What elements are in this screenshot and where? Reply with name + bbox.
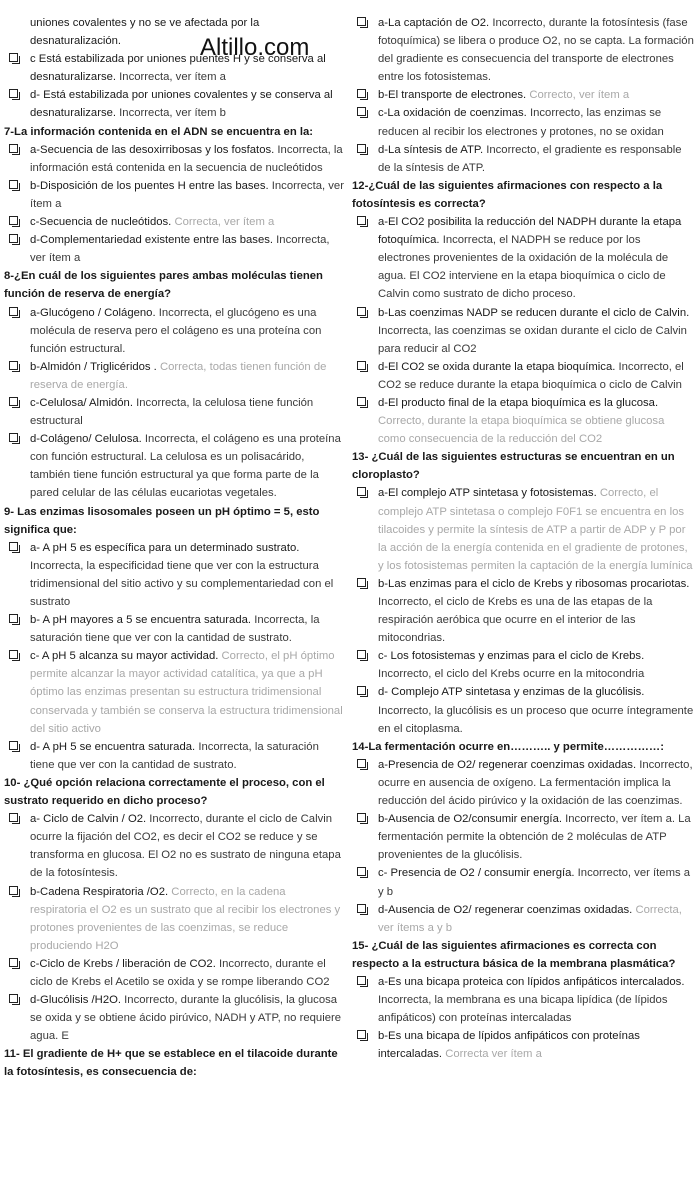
checkbox-icon [9, 307, 18, 316]
answer-option [352, 756, 694, 810]
checkbox-icon [357, 17, 366, 26]
option-text: a-Secuencia de las desoxirribosas y los fosfatos. [30, 143, 278, 156]
answer-option [4, 810, 344, 882]
feedback-incorrect: Incorrecto, el CO2 se reduce durante la etapa bioquímica o ciclo de Calvin [378, 360, 684, 391]
checkbox-icon [9, 542, 18, 551]
answer-option [352, 141, 694, 177]
option-text: d- Está estabilizada por uniones covalentes y se conserva al desnaturalizarse. [30, 89, 333, 120]
feedback-incorrect: Incorrecta, el NADPH se reduce por los electrones provenientes de la oxidación de la molécula de agua. El CO2 interviene en la etapa bioquímica o ciclo de Calvin como sustrato de dicho proceso. [378, 234, 669, 301]
feedback-correct: Correcta, todas tienen función de reserva de energía. [30, 360, 327, 391]
answer-option [4, 955, 344, 991]
checkbox-icon [357, 686, 366, 695]
checkbox-icon [357, 487, 366, 496]
answer-option [4, 991, 344, 1045]
checkbox-icon [357, 976, 366, 985]
answer-option [4, 50, 344, 86]
checkbox-icon [357, 650, 366, 659]
feedback-correct: Correcto, ver ítem a [529, 89, 630, 102]
answer-option [4, 611, 344, 647]
feedback-correct: Correcto, el complejo ATP sintetasa o complejo F0F1 se encuentra en los tilacoides y permite la síntesis de ATP a partir de ADP y P por la acción de la energía contenida en el gradiente de protones, y los fotosistemas permiten la captación de la energía lumínica [378, 487, 693, 572]
checkbox-icon [9, 958, 18, 967]
feedback-incorrect: Incorrecto, durante el ciclo de Calvin ocurre la fijación del CO2, es decir el CO2 se reduce y se transforma en glucosa. El O2 no es sustrato de ninguna etapa de la fotosíntesis. [30, 813, 341, 880]
option-text: b-Almidón / Triglicéridos . [30, 360, 160, 373]
option-text: a-El complejo ATP sintetasa y fotosistemas. [378, 487, 600, 500]
answer-option [4, 141, 344, 177]
option-text: b-Las enzimas para el ciclo de Krebs y ribosomas procariotas. [378, 577, 690, 590]
feedback-correct: Correcto, en la cadena respiratoria el O2 es un sustrato que al recibir los electrones y protones provenientes de las coenzimas, se reduce produciendo H2O [30, 885, 341, 952]
answer-option [4, 430, 344, 502]
checkbox-icon [357, 89, 366, 98]
option-text: d-Colágeno/ Celulosa. [30, 433, 145, 446]
feedback-incorrect: Incorrecta, el colágeno es una proteína con función estructural. La celulosa es un polisacárido, también tiene función estructural ya que forma parte de la pared celular de las células eucariotas vegetales. [30, 433, 341, 500]
answer-option [352, 973, 694, 1027]
checkbox-icon [9, 650, 18, 659]
checkbox-icon [357, 578, 366, 587]
question-heading: 12-¿Cuál de las siguientes afirmaciones con respecto a la fotosíntesis es correcta? [352, 179, 663, 210]
feedback-incorrect: Incorrecto, el ciclo del Krebs ocurre en la mitocondria [378, 668, 645, 681]
answer-option [352, 647, 694, 683]
checkbox-icon [357, 307, 366, 316]
answer-option [4, 738, 344, 774]
feedback-incorrect: Incorrecto, durante el ciclo de Krebs el Acetilo se oxida y se rompe liberando CO2 [30, 957, 330, 988]
option-text: c-Ciclo de Krebs / liberación de CO2. [30, 957, 219, 970]
feedback-incorrect: Incorrecto, el ciclo de Krebs es una de las etapas de la respiración aeróbica que ocurre en el interior de las mitocondrias. [378, 596, 653, 645]
answer-option [4, 304, 344, 358]
checkbox-icon [9, 886, 18, 895]
right-column [352, 14, 694, 1063]
feedback-incorrect: Incorrecta, la saturación tiene que ver con la cantidad de sustrato. [30, 614, 320, 645]
checkbox-icon [357, 1030, 366, 1039]
feedback-incorrect: Incorrecto, durante la glucólisis, la glucosa se oxida y se obtiene ácido pirúvico, NADH y ATP, no requiere agua. E [30, 994, 342, 1043]
answer-option [352, 104, 694, 140]
option-text: a-La captación de O2. [378, 17, 493, 29]
checkbox-icon [9, 741, 18, 750]
answer-option [352, 213, 694, 303]
feedback-incorrect: Incorrecta, ver ítem b [119, 107, 226, 120]
checkbox-icon [357, 144, 366, 153]
option-text: a-El CO2 posibilita la reducción del NADPH durante la etapa fotoquímica. [378, 216, 682, 247]
question-heading: 7-La información contenida en el ADN se encuentra en la: [4, 125, 314, 138]
answer-option [352, 394, 694, 448]
answer-option [352, 1027, 694, 1063]
option-text: c-La oxidación de coenzimas. [378, 107, 530, 120]
checkbox-icon [357, 397, 366, 406]
answer-option [4, 647, 344, 737]
feedback-incorrect: Incorrecta, la especificidad tiene que ver con la estructura tridimensional del sitio activo y su complementariedad con el sustrato [30, 559, 334, 608]
option-text: a- A pH 5 es específica para un determinado sustrato. [30, 541, 300, 554]
feedback-incorrect: Incorrecto, ver ítems a y b [378, 867, 691, 898]
checkbox-icon [9, 361, 18, 370]
answer-option [4, 177, 344, 213]
answer-option [4, 394, 344, 430]
feedback-incorrect: Incorrecto, el gradiente es responsable de la síntesis de ATP. [378, 143, 682, 174]
checkbox-icon [357, 904, 366, 913]
answer-option [4, 539, 344, 611]
question-heading: 11- El gradiente de H+ que se establece en el tilacoide durante la fotosíntesis, es consecuencia de: [4, 1048, 338, 1079]
option-text: b-Ausencia de O2/consumir energía. [378, 813, 566, 826]
checkbox-icon [9, 53, 18, 62]
option-text: b-Las coenzimas NADP se reducen durante el ciclo de Calvin. [378, 306, 690, 319]
option-text: a- Ciclo de Calvin / O2. [30, 813, 150, 826]
feedback-incorrect: Incorrecto, durante la fotosíntesis (fase fotoquímica) se libera o produce O2, no se capta. La formación del gradiente es consecuencia del transporte de electrones entre los fotosistemas. [378, 17, 694, 84]
option-text: a-Presencia de O2/ regenerar coenzimas oxidadas. [378, 758, 640, 771]
option-text: c Está estabilizada por uniones puentes H y se conserva al desnaturalizarse. [30, 53, 326, 84]
checkbox-icon [357, 867, 366, 876]
answer-option [4, 231, 344, 267]
answer-option [352, 575, 694, 647]
feedback-incorrect: Incorrecta, las coenzimas se oxidan durante el ciclo de Calvin para reducir al CO2 [378, 324, 687, 355]
feedback-incorrect: Incorrecta, la información está contenida en la secuencia de nucleótidos [30, 143, 343, 174]
answer-option [352, 864, 694, 900]
question-heading: 13- ¿Cuál de las siguientes estructuras se encuentran en un cloroplasto? [352, 451, 675, 482]
feedback-incorrect: Incorrecto, las enzimas se reducen al recibir los electrones y protones, no se oxidan [378, 107, 664, 138]
answer-option [352, 14, 694, 86]
checkbox-icon [9, 813, 18, 822]
question-heading: 15- ¿Cuál de las siguientes afirmaciones es correcta con respecto a la estructura básica de la membrana plasmática? [352, 939, 676, 970]
feedback-incorrect: Incorrecta, el glucógeno es una molécula de reserva pero el colágeno es una proteína con función estructural. [30, 306, 322, 355]
left-column [4, 14, 344, 1082]
watermark-logo: Altillo.com [200, 34, 310, 61]
feedback-incorrect: Incorrecta, la celulosa tiene función estructural [30, 396, 314, 428]
option-text: d-Complementariedad existente entre las bases. [30, 234, 277, 247]
checkbox-icon [9, 144, 18, 153]
checkbox-icon [357, 813, 366, 822]
answer-option [352, 484, 694, 574]
option-text: c- Los fotosistemas y enzimas para el ciclo de Krebs. [378, 650, 645, 663]
continued-text: uniones covalentes y no se ve afectada por la desnaturalización. [30, 17, 260, 48]
option-text: b-Es una bicapa de lípidos anfipáticos con proteínas intercaladas. [378, 1030, 640, 1061]
question-heading: 9- Las enzimas lisosomales poseen un pH óptimo = 5, esto significa que: [4, 505, 320, 536]
feedback-incorrect: Incorrecta, ver ítem a [30, 234, 330, 265]
answer-option [4, 86, 344, 122]
checkbox-icon [9, 89, 18, 98]
feedback-correct: Correcta, ver ítems a y b [378, 903, 682, 934]
question-heading: 10- ¿Qué opción relaciona correctamente el proceso, con el sustrato requerido en dicho proceso? [4, 776, 325, 808]
question-heading: 8-¿En cuál de los siguientes pares ambas moléculas tienen función de reserva de energía? [4, 270, 323, 301]
checkbox-icon [9, 234, 18, 243]
checkbox-icon [357, 361, 366, 370]
option-text: d- Complejo ATP sintetasa y enzimas de la glucólisis. [378, 686, 645, 699]
checkbox-icon [357, 216, 366, 225]
checkbox-icon [9, 397, 18, 406]
checkbox-icon [9, 994, 18, 1003]
option-text: c- Presencia de O2 / consumir energía. [378, 867, 578, 880]
option-text: c- A pH 5 alcanza su mayor actividad. [30, 650, 222, 663]
option-text: d-La síntesis de ATP. [378, 143, 487, 156]
answer-option [4, 213, 344, 231]
feedback-incorrect: Incorrecto, la glucólisis es un proceso que ocurre íntegramente en el citoplasma. [378, 704, 694, 735]
option-text: c-Secuencia de nucleótidos. [30, 216, 175, 229]
option-text: b- A pH mayores a 5 se encuentra saturada. [30, 614, 255, 627]
option-text: d- A pH 5 se encuentra saturada. [30, 740, 199, 753]
option-text: d-El CO2 se oxida durante la etapa bioquímica. [378, 360, 619, 373]
answer-option [352, 901, 694, 937]
answer-option [352, 86, 694, 104]
feedback-correct: Correcto, el pH óptimo permite alcanzar la mayor actividad catalítica, ya que a pH óptimo las enzimas presentan su estructura tridimensional conservada y también se conserva la estructura tridimensional del sitio activo [30, 650, 343, 735]
checkbox-icon [9, 216, 18, 225]
checkbox-icon [9, 614, 18, 623]
answer-option [4, 358, 344, 394]
option-text: a-Es una bicapa proteica con lípidos anfipáticos intercalados. [378, 975, 685, 988]
feedback-incorrect: Incorrecta, la saturación tiene que ver con la cantidad de sustrato. [30, 740, 319, 771]
checkbox-icon [357, 759, 366, 768]
option-text: d-El producto final de la etapa bioquímica es la glucosa. [378, 396, 659, 409]
answer-option [352, 358, 694, 394]
checkbox-icon [9, 180, 18, 189]
feedback-incorrect: Incorrecta, la membrana es una bicapa lipídica (de lípidos anfipáticos) con proteínas intercaladas [378, 994, 668, 1025]
feedback-correct: Correcta, ver ítem a [174, 216, 275, 229]
option-text: a-Glucógeno / Colágeno. [30, 306, 159, 319]
option-text: d-Glucólisis /H2O. [30, 994, 125, 1007]
checkbox-icon [357, 107, 366, 116]
answer-option [352, 810, 694, 864]
answer-option [4, 883, 344, 955]
checkbox-icon [9, 433, 18, 442]
answer-option [352, 683, 694, 737]
question-heading: 14-La fermentación ocurre en……….. y permite……………: [352, 740, 664, 753]
feedback-incorrect: Incorrecta, ver ítem a [119, 71, 226, 84]
feedback-incorrect: Incorrecto, ver ítem a. La fermentación permite la obtención de 2 moléculas de ATP provenientes de la glucólisis. [378, 813, 691, 862]
option-text: b-Cadena Respiratoria /O2. [30, 885, 172, 898]
option-text: c-Celulosa/ Almidón. [30, 396, 137, 409]
feedback-incorrect: Incorrecto, ocurre en ausencia de oxígeno. La fermentación implica la reducción del ácido pirúvico y la oxidación de las coenzimas. [378, 758, 693, 808]
feedback-correct: Correcta ver ítem a [445, 1048, 542, 1061]
option-text: b-Disposición de los puentes H entre las bases. [30, 179, 272, 192]
option-text: d-Ausencia de O2/ regenerar coenzimas oxidadas. [378, 903, 636, 916]
answer-option [352, 304, 694, 358]
option-text: b-El transporte de electrones. [378, 89, 530, 102]
feedback-incorrect: Incorrecta, ver ítem a [30, 179, 344, 210]
feedback-correct: Correcto, durante la etapa bioquímica se obtiene glucosa como consecuencia de la reducción del CO2 [378, 415, 665, 446]
